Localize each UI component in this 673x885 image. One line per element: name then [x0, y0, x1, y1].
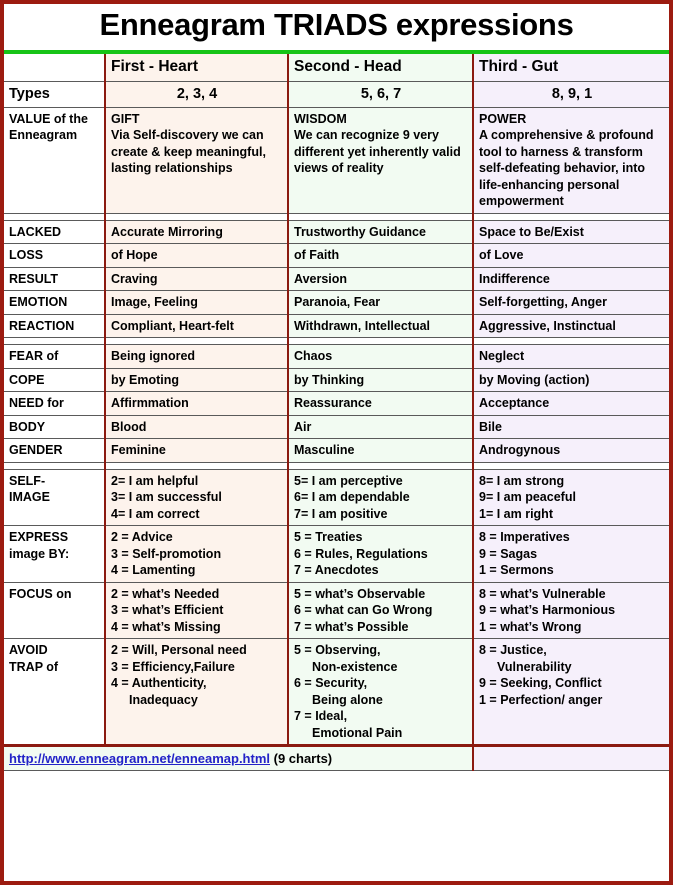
row-cell: Withdrawn, Intellectual: [288, 314, 473, 338]
table-row: [4, 392, 669, 416]
row-label: REACTION: [4, 314, 105, 338]
row-label: RESULT: [4, 267, 105, 291]
group-separator: [4, 213, 669, 220]
group-separator-cell: [4, 462, 105, 469]
row-label: NEED for: [4, 392, 105, 416]
table-body: [4, 4, 669, 771]
table-row: [4, 639, 669, 746]
row-cell: Trustworthy Guidance: [288, 220, 473, 244]
source-link[interactable]: http://www.enneagram.net/enneamap.html: [9, 751, 270, 767]
row-cell: Aversion: [288, 267, 473, 291]
row-cell: by Emoting: [105, 368, 288, 392]
group-separator-cell: [288, 338, 473, 345]
row-cell: 5 = Observing, Non-existence 6 = Security, Being alone 7 = Ideal, Emotional Pain: [288, 639, 473, 746]
group-separator-cell: [4, 338, 105, 345]
table-row: [4, 582, 669, 639]
table-row: [4, 415, 669, 439]
row-cell: 8 = Imperatives 9 = Sagas 1 = Sermons: [473, 526, 669, 583]
row-cell: Affirmmation: [105, 392, 288, 416]
row-cell: 5 = Treaties 6 = Rules, Regulations 7 = Anecdotes: [288, 526, 473, 583]
types-gut: 8, 9, 1: [473, 81, 669, 107]
row-cell: 8= I am strong 9= I am peaceful 1= I am right: [473, 469, 669, 526]
row-cell: Feminine: [105, 439, 288, 463]
types-label: Types: [4, 81, 105, 107]
group-separator-cell: [105, 338, 288, 345]
group-separator-cell: [105, 462, 288, 469]
row-cell: by Moving (action): [473, 368, 669, 392]
title-row: [4, 4, 669, 52]
row-cell: Accurate Mirroring: [105, 220, 288, 244]
row-label: SELF- IMAGE: [4, 469, 105, 526]
table-row: [4, 267, 669, 291]
table-row: [4, 107, 669, 213]
row-cell: 2= I am helpful 3= I am successful 4= I am correct: [105, 469, 288, 526]
row-cell: 8 = what’s Vulnerable 9 = what’s Harmonious 1 = what’s Wrong: [473, 582, 669, 639]
row-cell: Indifference: [473, 267, 669, 291]
row-cell: Being ignored: [105, 345, 288, 369]
group-separator-cell: [288, 462, 473, 469]
table-row: [4, 368, 669, 392]
row-cell: 2 = Advice 3 = Self-promotion 4 = Lamenting: [105, 526, 288, 583]
row-cell: Space to Be/Exist: [473, 220, 669, 244]
title-text: Enneagram TRIADS expressions: [99, 7, 574, 42]
group-separator: [4, 462, 669, 469]
group-separator: [4, 338, 669, 345]
row-cell: Air: [288, 415, 473, 439]
header-first-heart: First - Heart: [105, 52, 288, 81]
group-separator-cell: [105, 213, 288, 220]
types-heart: 2, 3, 4: [105, 81, 288, 107]
footer-link-row: [4, 746, 669, 771]
row-cell: Aggressive, Instinctual: [473, 314, 669, 338]
row-cell: 5= I am perceptive 6= I am dependable 7= I am positive: [288, 469, 473, 526]
triads-table: [4, 4, 669, 771]
table-row: [4, 220, 669, 244]
row-cell: Bile: [473, 415, 669, 439]
row-label: EXPRESS image BY:: [4, 526, 105, 583]
row-cell: Chaos: [288, 345, 473, 369]
row-label: LOSS: [4, 244, 105, 268]
row-cell: Craving: [105, 267, 288, 291]
table-row: [4, 469, 669, 526]
row-cell: Reassurance: [288, 392, 473, 416]
column-header-row: [4, 52, 669, 81]
row-label: EMOTION: [4, 291, 105, 315]
source-link-cell[interactable]: [4, 746, 473, 771]
group-separator-cell: [4, 213, 105, 220]
table-row: [4, 314, 669, 338]
row-cell: of Love: [473, 244, 669, 268]
group-separator-cell: [473, 213, 669, 220]
row-cell: by Thinking: [288, 368, 473, 392]
row-cell: Paranoia, Fear: [288, 291, 473, 315]
row-label: COPE: [4, 368, 105, 392]
header-second-head: Second - Head: [288, 52, 473, 81]
table-row: [4, 291, 669, 315]
row-label: GENDER: [4, 439, 105, 463]
row-cell: of Faith: [288, 244, 473, 268]
header-corner-cell: [4, 52, 105, 81]
row-cell: 5 = what’s Observable 6 = what can Go Wrong 7 = what’s Possible: [288, 582, 473, 639]
row-cell: Neglect: [473, 345, 669, 369]
row-cell: Blood: [105, 415, 288, 439]
table-row: [4, 526, 669, 583]
types-row: [4, 81, 669, 107]
row-cell: POWER A comprehensive & profound tool to harness & transform self-defeating behavior, into life-enhancing personal empowerment: [473, 107, 669, 213]
row-label: VALUE of the Enneagram: [4, 107, 105, 213]
row-cell: Androgynous: [473, 439, 669, 463]
group-separator-cell: [288, 213, 473, 220]
table-row: [4, 244, 669, 268]
group-separator-cell: [473, 462, 669, 469]
table-row: [4, 345, 669, 369]
row-cell: of Hope: [105, 244, 288, 268]
row-cell: 2 = Will, Personal need 3 = Efficiency,Failure 4 = Authenticity, Inadequacy: [105, 639, 288, 746]
header-third-gut: Third - Gut: [473, 52, 669, 81]
page-title: [4, 4, 669, 52]
source-note: (9 charts): [270, 751, 333, 767]
row-cell: GIFT Via Self-discovery we can create & keep meaningful, lasting relationships: [105, 107, 288, 213]
row-label: FOCUS on: [4, 582, 105, 639]
row-label: LACKED: [4, 220, 105, 244]
row-cell: WISDOM We can recognize 9 very different yet inherently valid views of reality: [288, 107, 473, 213]
footer-empty-cell: [473, 746, 669, 771]
row-cell: Compliant, Heart-felt: [105, 314, 288, 338]
row-cell: 8 = Justice, Vulnerability 9 = Seeking, Conflict 1 = Perfection/ anger: [473, 639, 669, 746]
row-cell: Acceptance: [473, 392, 669, 416]
row-cell: 2 = what’s Needed 3 = what’s Efficient 4 = what’s Missing: [105, 582, 288, 639]
types-head: 5, 6, 7: [288, 81, 473, 107]
row-label: BODY: [4, 415, 105, 439]
group-separator-cell: [473, 338, 669, 345]
row-cell: Masculine: [288, 439, 473, 463]
row-label: FEAR of: [4, 345, 105, 369]
row-label: AVOID TRAP of: [4, 639, 105, 746]
row-cell: Image, Feeling: [105, 291, 288, 315]
table-row: [4, 439, 669, 463]
row-cell: Self-forgetting, Anger: [473, 291, 669, 315]
